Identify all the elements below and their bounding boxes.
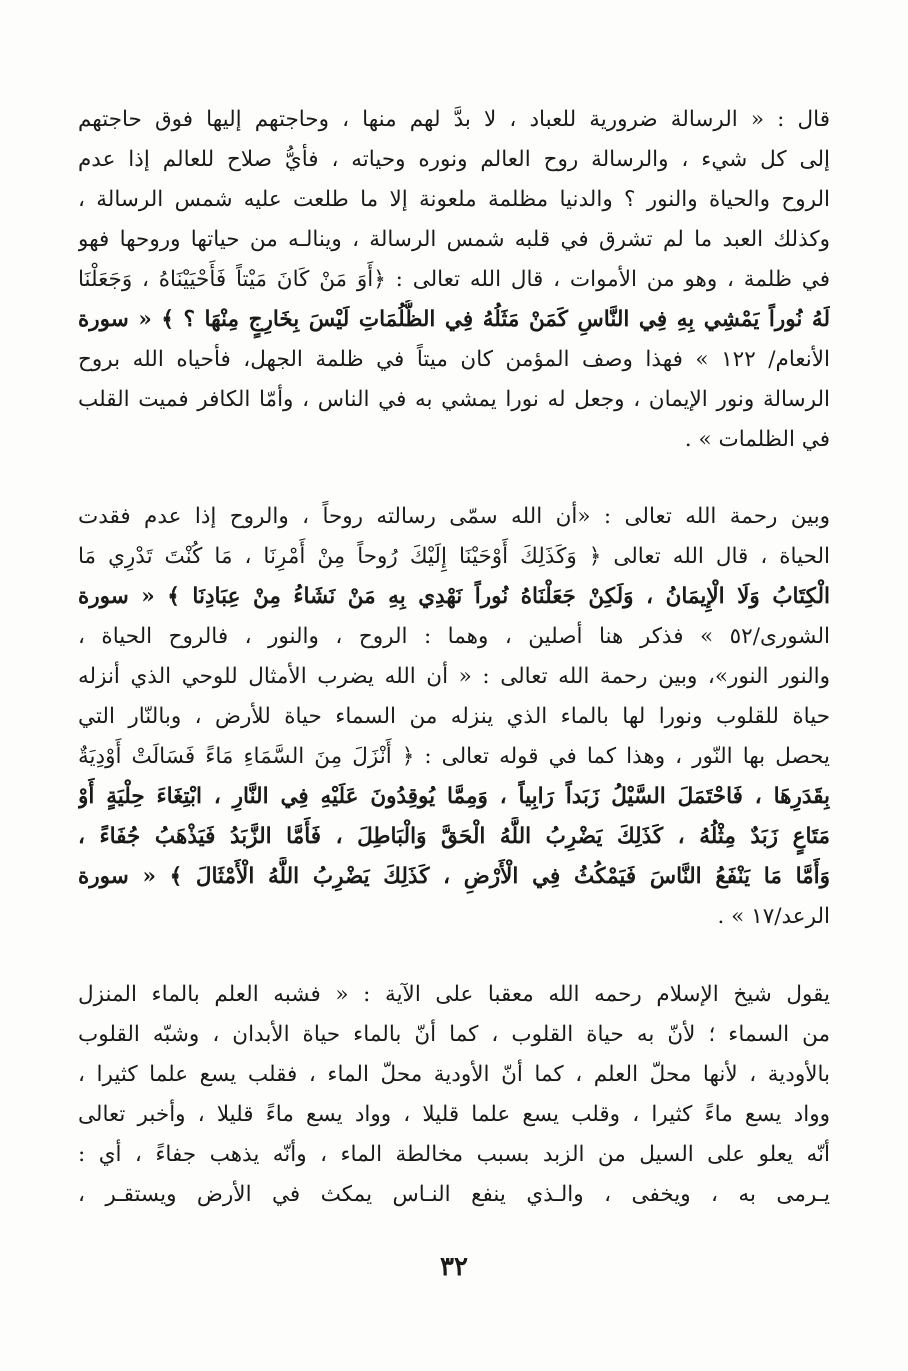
text-line: وكذلك العبد ما لم تشرق في قلبه شمس الرسالة ، وينالـه من حياتها وروحها فهو [78,227,830,252]
text-line: الشورى/٥٢ » فذكر هنا أصلين ، وهما : الروح ، والنور ، فالروح الحياة ، [78,624,830,649]
text-line: يـرمى به ، ويخفى ، والـذي ينفع النـاس يمكث في الأرض ويستقـر ، [78,1182,830,1207]
text-line: الروح والحياة والنور ؟ والدنيا مظلمة ملعونة إلا ما طلعت عليه شمس الرسالة ، [78,187,830,212]
page-number: ٣٢ [440,1252,468,1282]
paragraph-2 [78,497,830,937]
text-line: بالأودية ، لأنها محلّ العلم ، كما أنّ الأودية محلّ الماء ، فقلب يسع علما كثيرا ، [78,1062,830,1087]
text-line: في ظلمة ، وهو من الأموات ، قال الله تعالى : ﴿أَوَ مَنْ كَانَ مَيْتاً فَأَحْيَيْنَاهُ ، وَجَعَلْنَا [78,267,830,292]
text-line: الأنعام/ ١٢٢ » فهذا وصف المؤمن كان ميتاً في ظلمة الجهل، فأحياه الله بروح [78,347,830,372]
paragraph-3 [78,975,830,1215]
text-line: حياة للقلوب ونورا لها بالماء الذي ينزله من السماء حياة للأرض ، وبالنّار التي [78,704,830,729]
text-line: يحصل بها النّور ، وهذا كما في قوله تعالى : ﴿ أَنْزَلَ مِنَ السَّمَاءِ مَاءً فَسَالَتْ أَوْدِيَةٌ [78,744,830,769]
text-line: وواد يسع ماءً كثيرا ، وقلب يسع علما قليلا ، وواد يسع ماءً قليلا ، وأخبر تعالى [78,1102,830,1127]
text-line: الرسالة ونور الإيمان ، وجعل له نورا يمشي به في الناس ، وأمّا الكافر فميت القلب [78,387,830,412]
quran-verse-line: مَتَاعٍ زَبَدٌ مِثْلُهُ ، كَذَلِكَ يَضْرِبُ اللَّهُ الْحَقَّ وَالْبَاطِلَ ، فَأَمَّا الزَّبَدُ فَيَذْهَبُ جُفَاءً ، [78,824,830,849]
text-line: وبين رحمة الله تعالى : «أن الله سمّى رسالته روحاً ، والروح إذا عدم فقدت [78,504,830,529]
text-line: إلى كل شيء ، والرسالة روح العالم ونوره وحياته ، فأيُّ صلاح للعالم إذا عدم [78,147,830,172]
quran-verse-line: لَهُ نُوراً يَمْشِي بِهِ فِي النَّاسِ كَمَنْ مَثَلُهُ فِي الظُّلُمَاتِ لَيْسَ بِخَارِجٍ مِنْهَا ؟ ﴾ « سورة [78,307,830,332]
text-line: أنّه يعلو على السيل من الزبد بسبب مخالطة الماء ، وأنّه يذهب جفاءً ، أي : [78,1142,830,1167]
text-line: الحياة ، قال الله تعالى ﴿ وَكَذَلِكَ أَوْحَيْنَا إِلَيْكَ رُوحاً مِنْ أَمْرِنَا ، مَا كُنْتَ تَدْرِي مَا [78,544,830,569]
paragraph-1 [78,100,830,460]
quran-verse-line: الْكِتَابُ وَلَا الْإِيمَانُ ، وَلَكِنْ جَعَلْنَاهُ نُوراً نَهْدِي بِهِ مَنْ نَشَاءُ مِنْ عِبَادِنَا ﴾ « سورة [78,584,830,609]
quran-verse-line: بِقَدَرِهَا ، فَاحْتَمَلَ السَّيْلُ زَبَداً رَابِياً ، وَمِمَّا يُوقِدُونَ عَلَيْهِ فِي النَّارِ ، ابْتِغَاءَ حِلْيَةٍ أَوْ [78,784,830,809]
text-line: في الظلمات » . [684,427,830,452]
text-line: من السماء ؛ لأنّ به حياة القلوب ، كما أنّ بالماء حياة الأبدان ، وشبّه القلوب [78,1022,830,1047]
text-line: والنور النور»، وبين رحمة الله تعالى : « أن الله يضرب الأمثال للوحي الذي أنزله [78,664,830,689]
quran-verse-line: وَأَمَّا مَا يَنْفَعُ النَّاسَ فَيَمْكُثُ فِي الْأَرْضِ ، كَذَلِكَ يَضْرِبُ اللَّهُ الْأَمْثَالَ ﴾ « سورة [78,864,830,889]
text-line: يقول شيخ الإسلام رحمه الله معقبا على الآية : « فشبه العلم بالماء المنزل [78,982,830,1007]
text-line: قال : « الرسالة ضرورية للعباد ، لا بدَّ لهم منها ، وحاجتهم إليها فوق حاجتهم [78,107,830,132]
text-line: الرعد/١٧ » . [717,904,830,929]
